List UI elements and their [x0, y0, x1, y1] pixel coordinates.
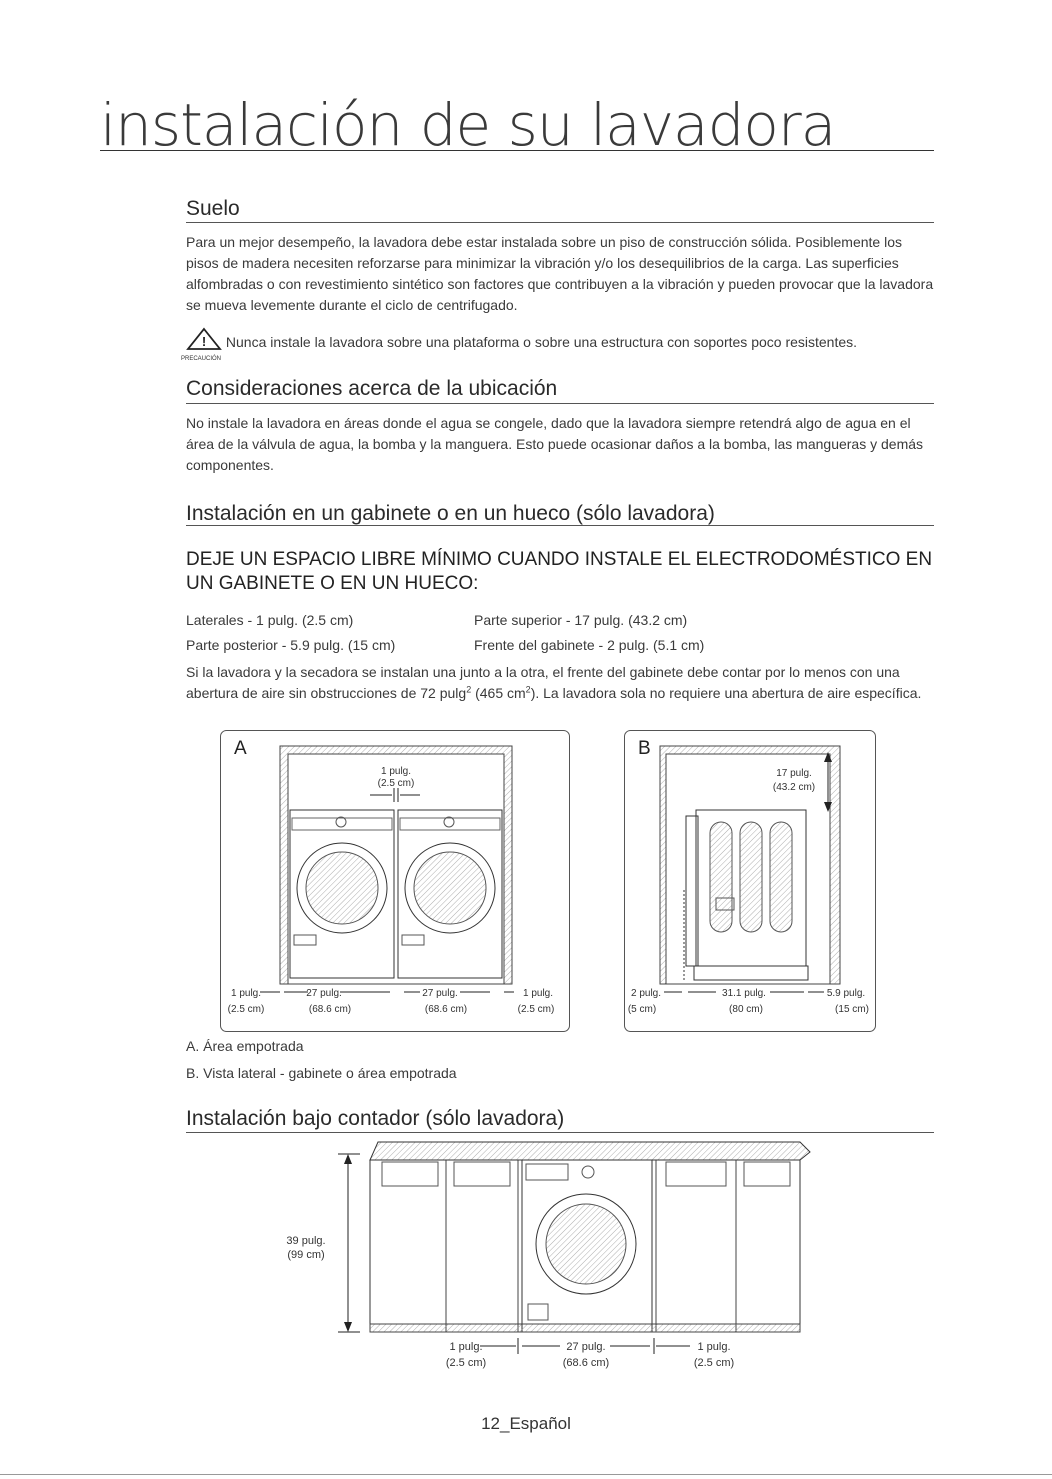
figure-caption-a: A. Área empotrada [186, 1038, 304, 1054]
vent-note: Si la lavadora y la secadora se instalan una junto a la otra, el frente del gabinete debe contar por lo menos con una abertura de aire sin obstrucciones de 72 pulg$^2$ (465 $cm^2$). La lavadora sola no requiere una abertura de aire específica. [186, 664, 922, 701]
figure-a-top-sub: (2.5 cm) [377, 778, 415, 789]
counter-dim-3: 1 pulg. [697, 1341, 731, 1353]
figure-a-dim-2: 27 pulg. [306, 988, 342, 999]
clearance-rear: Parte posterior - 5.9 pulg. (15 cm) [186, 637, 396, 653]
section-rule [186, 222, 934, 223]
figure-a-dim-sub-4: (2.5 cm) [517, 1004, 555, 1015]
counter-height-sub: (99 cm) [287, 1249, 325, 1261]
figure-a-dim-sub-2: (68.6 cm) [308, 1004, 352, 1015]
figure-a-top-label: 1 pulg. [380, 766, 412, 777]
suelo-paragraph: Para un mejor desempeño, la lavadora debe estar instalada sobre un piso de construcción sólida. Posiblemente los pisos de madera necesiten reforzarse para minimizar la vibración y/o los desequilibrios de la carga. Las superficies alfombradas o con revestimiento sintético son factores que contribuyen a la vibración y pueden provocar que la lavadora se mueva levemente durante el ciclo de centrifugado. [186, 234, 934, 313]
figure-b-top-sub: (43.2 cm) [772, 782, 816, 793]
page-number: 12_Español [481, 1414, 571, 1433]
figure-b-dim-3: 5.9 pulg. [826, 988, 866, 999]
figure-b-dim-1: 2 pulg. [630, 988, 662, 999]
figure-b-letter: B [638, 738, 651, 759]
clearance-heading: DEJE UN ESPACIO LIBRE MÍNIMO CUANDO INSTALE EL ELECTRODOMÉSTICO EN UN GABINETE O EN UN HUECO: [186, 549, 933, 594]
clearance-top: Parte superior - 17 pulg. (43.2 cm) [474, 612, 688, 628]
figure-b-dim-sub-3: (15 cm) [835, 1004, 869, 1015]
figure-b-side-view [624, 730, 876, 1032]
figure-caption-b: B. Vista lateral - gabinete o área empotrada [186, 1065, 457, 1081]
clearance-front: Frente del gabinete - 2 pulg. (5.1 cm) [474, 637, 705, 653]
warning-triangle-icon [186, 327, 222, 351]
figure-a-dim-sub-3: (68.6 cm) [424, 1004, 468, 1015]
page-title: instalación de su lavadora [100, 91, 836, 159]
figure-b-top-label: 17 pulg. [776, 768, 812, 779]
section-heading-ubicacion: Consideraciones acerca de la ubicación [186, 377, 558, 400]
counter-dim-1: 1 pulg. [449, 1341, 483, 1353]
counter-height-label: 39 pulg. [286, 1235, 326, 1247]
section-heading-suelo: Suelo [186, 197, 240, 220]
section-heading-contador: Instalación bajo contador (sólo lavadora) [186, 1107, 565, 1130]
caution-text: Nunca instale la lavadora sobre una plataforma o sobre una estructura con soportes poco resistentes. [225, 334, 858, 350]
figure-b-dim-sub-1: (5 cm) [627, 1004, 657, 1015]
caution-label: PRECAUCIÓN [181, 356, 222, 362]
counter-dim-sub-1: (2.5 cm) [445, 1357, 487, 1369]
figure-b-dim-2: 31.1 pulg. [722, 988, 766, 999]
figure-a-dim-3: 27 pulg. [422, 988, 458, 999]
figure-a-letter: A [234, 738, 247, 759]
ubicacion-paragraph: No instale la lavadora en áreas donde el agua se congele, dado que la lavadora siempre retendrá algo de agua en el área de la válvula de agua, la bomba y la manguera. Esto puede ocasionar daños a la bomba, las mangueras y demás componentes. [186, 415, 924, 473]
caution-row [186, 327, 946, 351]
clearance-sides: Laterales - 1 pulg. (2.5 cm) [186, 612, 354, 628]
section-heading-gabinete: Instalación en un gabinete o en un hueco (sólo lavadora) [186, 502, 715, 525]
counter-dim-sub-2: (68.6 cm) [562, 1357, 610, 1369]
figure-a-recessed-area [220, 730, 570, 1032]
section-rule [186, 525, 934, 526]
footer-rule [0, 1474, 1052, 1475]
counter-dim-sub-3: (2.5 cm) [693, 1357, 735, 1369]
title-rule [100, 150, 934, 151]
section-rule [186, 403, 934, 404]
svg-text:!: ! [201, 334, 207, 349]
section-rule [186, 1132, 934, 1133]
figure-a-dim-sub-1: (2.5 cm) [227, 1004, 265, 1015]
counter-dim-2: 27 pulg. [566, 1341, 606, 1353]
figure-b-dim-sub-2: (80 cm) [729, 1004, 763, 1015]
figure-under-counter [270, 1140, 820, 1380]
figure-a-dim-4: 1 pulg. [522, 988, 554, 999]
figure-a-dim-1: 1 pulg. [230, 988, 262, 999]
